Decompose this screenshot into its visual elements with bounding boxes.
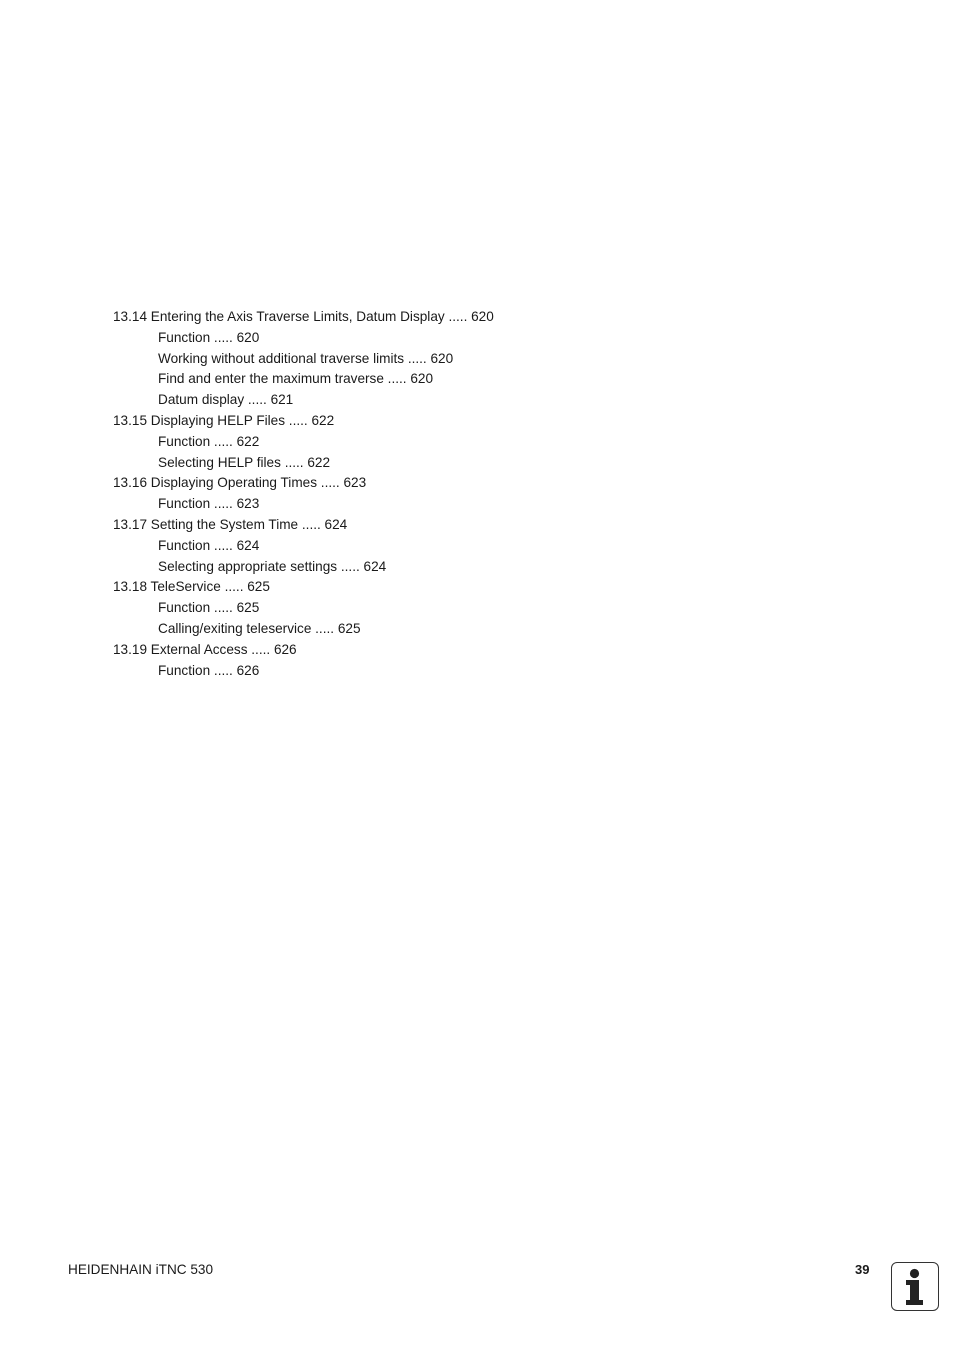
page-number: 39 (855, 1262, 870, 1277)
toc-section-13-19[interactable]: 13.19 External Access ..... 626 (113, 641, 297, 657)
toc-subentry[interactable]: Function ..... 625 (158, 600, 260, 616)
toc-section-13-17[interactable]: 13.17 Setting the System Time ..... 624 (113, 516, 348, 532)
toc-subentry[interactable]: Calling/exiting teleservice ..... 625 (158, 620, 361, 636)
info-icon-stem (906, 1280, 923, 1305)
info-icon-dot (910, 1269, 919, 1278)
toc-section-13-16[interactable]: 13.16 Displaying Operating Times ..... 623 (113, 475, 367, 491)
toc-section-13-18[interactable]: 13.18 TeleService ..... 625 (113, 579, 270, 595)
toc-subentry[interactable]: Function ..... 626 (158, 662, 260, 678)
toc-subentry[interactable]: Function ..... 622 (158, 433, 260, 449)
toc-section-13-15[interactable]: 13.15 Displaying HELP Files ..... 622 (113, 412, 335, 428)
toc-subentry[interactable]: Selecting HELP files ..... 622 (158, 454, 331, 470)
toc-subentry[interactable]: Selecting appropriate settings ..... 624 (158, 558, 387, 574)
toc-subentry[interactable]: Function ..... 624 (158, 537, 260, 553)
table-of-contents (113, 307, 494, 681)
toc-section-13-14[interactable]: 13.14 Entering the Axis Traverse Limits, Datum Display ..... 620 (113, 309, 494, 324)
toc-subentry[interactable]: Function ..... 623 (158, 496, 260, 512)
toc-subentry[interactable]: Working without additional traverse limits ..... 620 (158, 350, 454, 366)
toc-subentry[interactable]: Datum display ..... 621 (158, 392, 294, 408)
toc-subentry[interactable]: Find and enter the maximum traverse ..... 620 (158, 371, 434, 387)
toc-subentry[interactable]: Function ..... 620 (158, 329, 260, 345)
info-icon (891, 1262, 939, 1311)
footer-manual-title: HEIDENHAIN iTNC 530 (68, 1262, 214, 1277)
